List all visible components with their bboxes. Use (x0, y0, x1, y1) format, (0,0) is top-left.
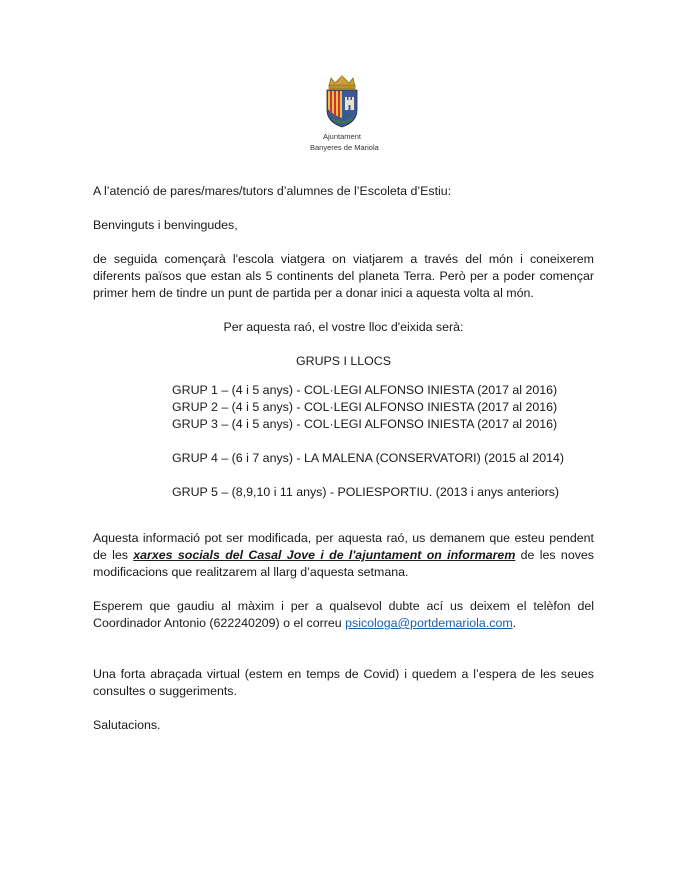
group-item: GRUP 3 – (4 i 5 anys) - COL·LEGI ALFONSO INIESTA (2017 al 2016) (172, 417, 558, 431)
contact-text-post: . (512, 616, 517, 630)
closing-paragraph: Una forta abraçada virtual (estem en temps de Covid) i quedem a l’espera de les seues consultes o suggeriments. (93, 667, 594, 698)
logo-line-1: Ajuntament (323, 132, 361, 141)
municipal-logo (310, 74, 379, 152)
group-item: GRUP 2 – (4 i 5 anys) - COL·LEGI ALFONSO INIESTA (2017 al 2016) (172, 400, 558, 414)
logo-line-2: Banyeres de Mariola (310, 143, 379, 152)
intro-paragraph: de seguida començarà l'escola viatgera on viatjarem a través del món i coneixerem diferents països que estan als 5 continents del planeta Terra. Però per a poder començar primer hem de tindre un punt de partida per a donar inici a aquesta volta al món. (93, 252, 594, 300)
info-text-post: de les noves modificacions que realitzarem al llarg d’aquesta setmana. (93, 548, 594, 579)
coat-of-arms-icon (320, 74, 364, 130)
signoff: Salutacions. (93, 718, 161, 732)
info-paragraph (93, 530, 594, 581)
greeting: Benvinguts i benvingudes, (93, 218, 238, 232)
info-text-pre: Aquesta informació pot ser modificada, per aquesta raó, us demanem que esteu pendent de les (93, 531, 594, 562)
groups-title: GRUPS I LLOCS (295, 354, 392, 368)
contact-text-pre: Esperem que gaudiu al màxim i per a qualsevol dubte ací us deixem el telèfon del Coordinador Antonio (622240209) o el correu (93, 599, 594, 630)
reason-line: Per aquesta raó, el vostre lloc d'eixida serà: (223, 320, 464, 334)
groups-list (172, 382, 592, 501)
group-item: GRUP 1 – (4 i 5 anys) - COL·LEGI ALFONSO INIESTA (2017 al 2016) (172, 383, 558, 397)
letter-body (93, 183, 594, 370)
group-item: GRUP 4 – (6 i 7 anys) - LA MALENA (CONSERVATORI) (2015 al 2014) (172, 451, 565, 465)
letter-body-lower (93, 530, 594, 734)
social-networks-emphasis: xarxes socials del Casal Jove i de l'ajuntament on informarem (133, 548, 516, 562)
group-item: GRUP 5 – (8,9,10 i 11 anys) - POLIESPORTIU. (2013 i anys anteriors) (172, 485, 560, 499)
email-link[interactable]: psicologa@portdemariola.com (345, 616, 513, 630)
contact-paragraph (93, 598, 594, 632)
attention-line: A l’atenció de pares/mares/tutors d’alumnes de l’Escoleta d’Estiu: (93, 184, 452, 198)
